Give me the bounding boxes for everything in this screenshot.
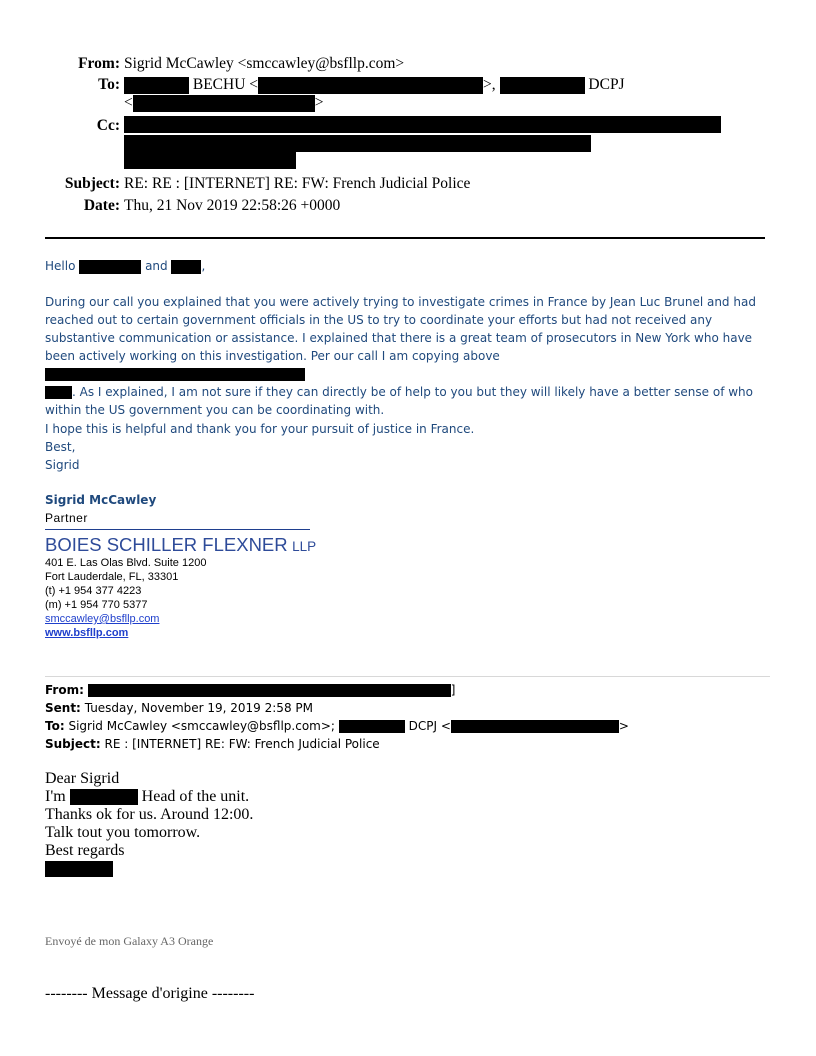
redaction-box: [124, 152, 296, 169]
p1-line-1: During our call you explained that you were actively trying to investigate crimes in France by Jean Luc Brunel and had: [45, 295, 756, 309]
fwd-sent-value: Tuesday, November 19, 2019 2:58 PM: [84, 701, 313, 715]
to-dcpj: DCPJ: [588, 76, 625, 93]
to-line-1: [124, 76, 625, 94]
fwd-signature-wrap: [45, 860, 253, 878]
firm-name: BOIES SCHILLER FLEXNER: [45, 534, 288, 555]
address-line-1: 401 E. Las Olas Blvd. Suite 1200: [45, 557, 207, 569]
fwd-from-label: From:: [45, 683, 84, 697]
sign-line: Sigrid: [45, 458, 80, 472]
date-value: Thu, 21 Nov 2019 22:58:26 +0000: [124, 197, 341, 214]
redaction-box: [171, 260, 201, 274]
fwd-from-line: [45, 681, 629, 699]
phone-mobile: (m) +1 954 770 5377: [45, 599, 148, 611]
redaction-box: [88, 684, 451, 697]
fwd-talk: Talk tout you tomorrow.: [45, 824, 201, 841]
best-line: Best,: [45, 440, 76, 454]
fwd-from-close: ]: [450, 683, 456, 697]
fwd-subject-value: RE : [INTERNET] RE: FW: French Judicial Police: [104, 737, 380, 751]
redaction-box: [124, 135, 591, 152]
fwd-to-dcpj: DCPJ <: [408, 719, 451, 733]
to-gt: >: [314, 94, 324, 111]
fwd-sent-label: Sent:: [45, 701, 81, 715]
p1-line-5-wrap: [45, 383, 760, 401]
phone-office: (t) +1 954 377 4223: [45, 585, 142, 597]
body-paragraph-2: [45, 420, 760, 474]
hello-text: Hello: [45, 259, 76, 273]
redaction-box: [79, 260, 141, 274]
p1-line-3: substantive communication or assistance. I explained that there is a great team of prosecutors in New York who have: [45, 331, 753, 345]
redaction-box: [124, 77, 189, 94]
fwd-sent-line: [45, 699, 629, 717]
redaction-box: [451, 720, 619, 733]
redaction-box: [339, 720, 405, 733]
redaction-box: [500, 77, 585, 94]
signature-contact: [45, 556, 206, 640]
signature-name: Sigrid McCawley: [45, 493, 157, 507]
p1-line-4: been actively working on this investigation. Per our call I am copying above: [45, 349, 500, 363]
body-paragraph-1: [45, 293, 760, 419]
fwd-subject-label: Subject:: [45, 737, 101, 751]
redaction-box: [45, 368, 305, 381]
p2-line: I hope this is helpful and thank you for your pursuit of justice in France.: [45, 422, 475, 436]
subject-label: Subject:: [64, 175, 120, 192]
p1-line-2: reached out to certain government officials in the US to try to coordinate your efforts but had not received any: [45, 313, 713, 327]
date-label: Date:: [83, 197, 120, 214]
redaction-box: [258, 77, 483, 94]
fwd-to-gt: >: [618, 719, 629, 733]
to-lt: <: [124, 94, 133, 111]
forward-divider: [45, 676, 770, 677]
address-line-2: Fort Lauderdale, FL, 33301: [45, 571, 179, 583]
email-link[interactable]: smccawley@bsfllp.com: [45, 613, 160, 625]
to-line-2: [124, 94, 324, 112]
fwd-to-value: Sigrid McCawley <smccawley@bsfllp.com>;: [68, 719, 335, 733]
forwarded-body: [45, 770, 253, 878]
fwd-subject-line: [45, 735, 629, 753]
fwd-im: I'm: [45, 788, 66, 805]
redaction-box: [45, 386, 72, 399]
redaction-box: [45, 861, 113, 877]
subject-value: RE: RE : [INTERNET] RE: FW: French Judicial Police: [124, 175, 471, 192]
from-label: From:: [78, 55, 120, 72]
fwd-to-line: [45, 717, 629, 735]
and-text: and: [145, 259, 168, 273]
fwd-thanks: Thanks ok for us. Around 12:00.: [45, 806, 254, 823]
p1-line-4-wrap: [45, 347, 760, 383]
p1-line-5: . As I explained, I am not sure if they can directly be of help to you but they will likely have a better sense of who: [72, 385, 753, 399]
fwd-im-line: [45, 788, 253, 806]
redaction-box: [70, 789, 138, 805]
firm-logo: [45, 534, 316, 556]
header-divider: [45, 237, 765, 239]
signature-title: Partner: [45, 511, 88, 525]
fwd-greeting: Dear Sigrid: [45, 770, 120, 787]
cc-label: Cc:: [96, 117, 120, 134]
sent-from-device: Envoyé de mon Galaxy A3 Orange: [45, 934, 214, 948]
fwd-to-label: To:: [45, 719, 65, 733]
to-label: To:: [98, 76, 120, 93]
from-value: Sigrid McCawley <smccawley@bsfllp.com>: [124, 55, 405, 72]
redaction-box: [133, 95, 315, 112]
original-message-separator: -------- Message d'origine --------: [45, 985, 255, 1002]
p1-line-6: within the US government you can be coordinating with.: [45, 403, 385, 417]
website-link[interactable]: www.bsfllp.com: [45, 627, 129, 639]
comma-text: ,: [201, 259, 206, 273]
to-bechu: BECHU <: [192, 76, 259, 93]
signature-divider: [45, 529, 310, 530]
fwd-regards: Best regards: [45, 842, 125, 859]
firm-llp: LLP: [292, 539, 317, 554]
redaction-box: [124, 116, 721, 133]
fwd-head: Head of the unit.: [141, 788, 250, 805]
to-sep: >,: [483, 76, 496, 93]
forwarded-header: [45, 681, 629, 753]
greeting-line: [45, 259, 205, 274]
